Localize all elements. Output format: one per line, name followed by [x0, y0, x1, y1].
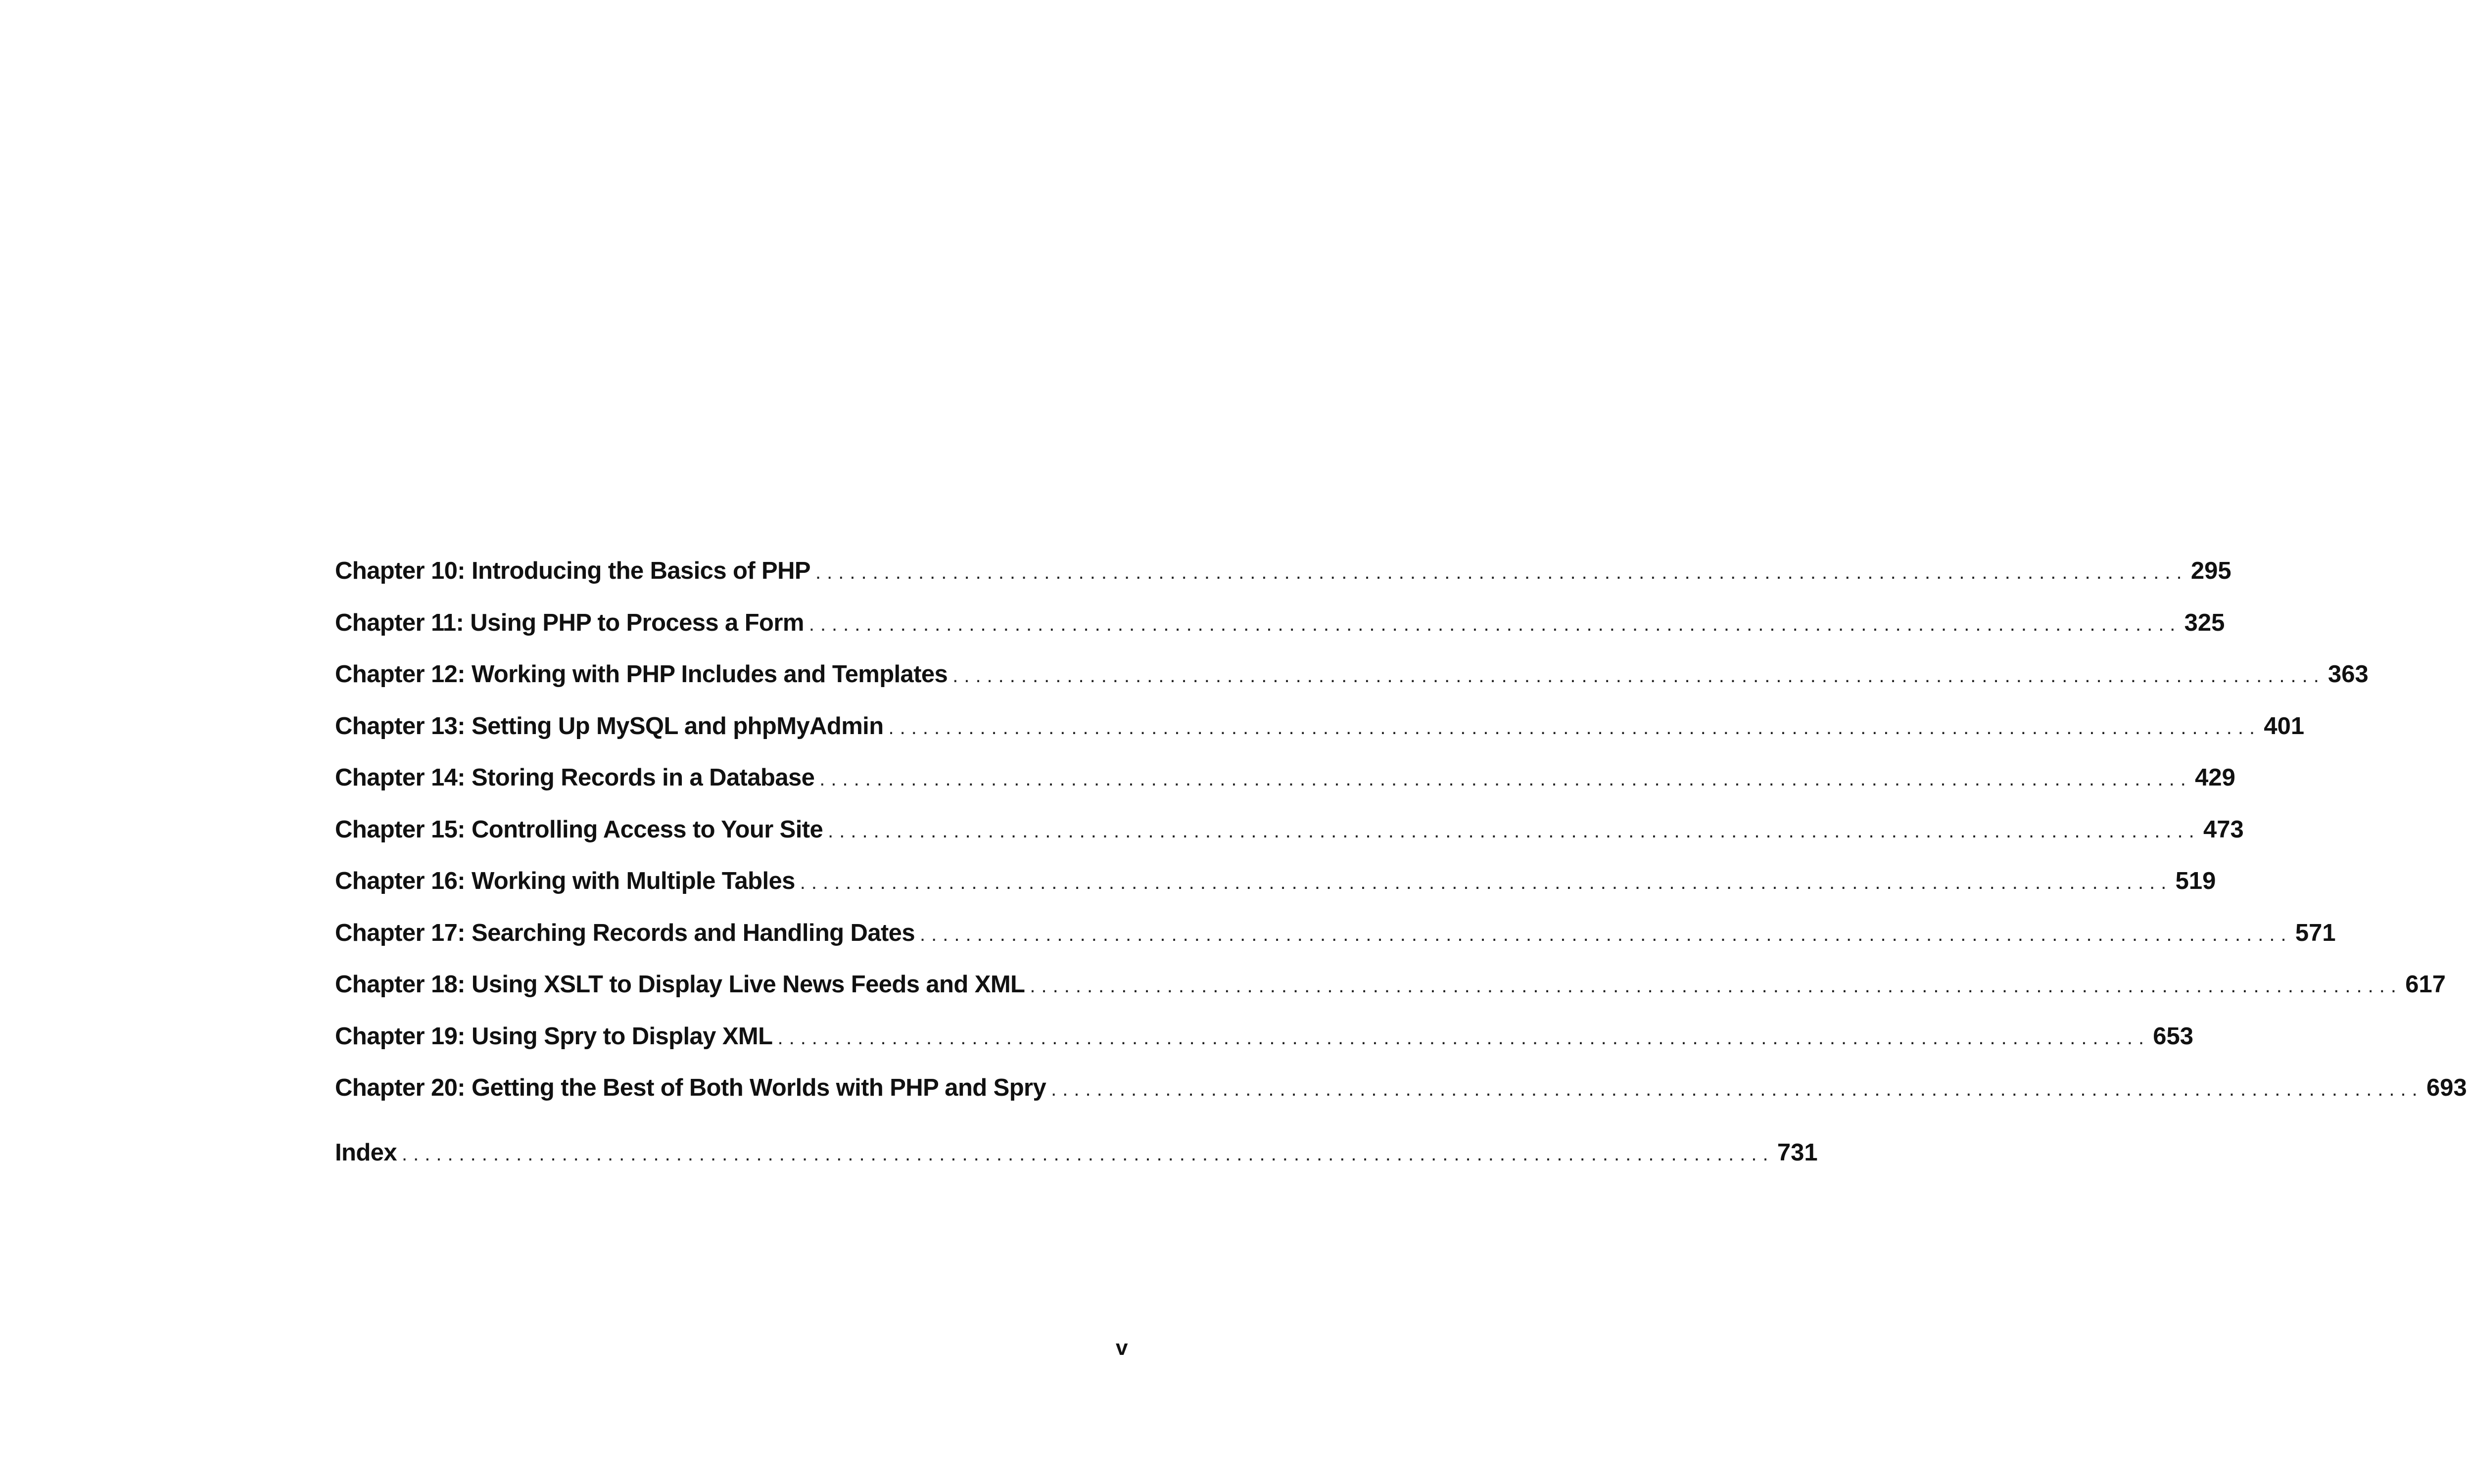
toc-entry-title: Chapter 19: Using Spry to Display XML	[335, 1022, 773, 1050]
toc-entry-page: 295	[2190, 557, 2231, 584]
toc-entry-title: Chapter 10: Introducing the Basics of PHP	[335, 557, 810, 584]
toc-entry-page: 363	[2328, 661, 2369, 688]
toc-entry-title: Chapter 17: Searching Records and Handling Dates	[335, 919, 915, 946]
dot-leader: ........................................................................................................................	[800, 872, 2173, 893]
toc-entry-title: Chapter 18: Using XSLT to Display Live News Feeds and XML	[335, 971, 1025, 998]
toc-entry-chapter-14[interactable]	[335, 764, 2235, 818]
toc-entry-page: 571	[2295, 919, 2336, 946]
dot-leader: ........................................................................................................................	[952, 665, 2325, 687]
dot-leader: ........................................................................................................................	[777, 1026, 2150, 1049]
toc-entry-title: Chapter 16: Working with Multiple Tables	[335, 868, 795, 894]
toc-entry-title: Index	[335, 1139, 397, 1166]
toc-entry-title: Chapter 14: Storing Records in a Database	[335, 764, 815, 791]
toc-entry-chapter-19[interactable]	[335, 1022, 2194, 1076]
toc-entry-title: Chapter 12: Working with PHP Includes and Templates	[335, 661, 948, 688]
dot-leader: ........................................................................................................................	[819, 768, 2192, 790]
toc-entry-title: Chapter 15: Controlling Access to Your Site	[335, 816, 823, 843]
toc-entry-chapter-10[interactable]	[335, 557, 2231, 611]
toc-entry-index[interactable]	[335, 1139, 1818, 1193]
toc-entry-page: 519	[2175, 868, 2216, 894]
dot-leader: ........................................................................................................................	[808, 613, 2182, 635]
toc-entry-chapter-16[interactable]	[335, 868, 2216, 921]
toc-entry-title: Chapter 20: Getting the Best of Both Worlds with PHP and Spry	[335, 1074, 1046, 1101]
toc-entry-page: 731	[1777, 1139, 1818, 1166]
dot-leader: ........................................................................................................................	[401, 1143, 1774, 1165]
toc-entry-title: Chapter 13: Setting Up MySQL and phpMyAdmin	[335, 712, 884, 740]
toc-entry-chapter-18[interactable]	[335, 971, 2446, 1024]
dot-leader: ........................................................................................................................	[828, 820, 2200, 842]
toc-entry-page: 473	[2203, 816, 2244, 843]
toc-entry-chapter-20[interactable]	[335, 1074, 2467, 1128]
dot-leader: ........................................................................................................................	[920, 923, 2292, 945]
dot-leader: ........................................................................................................................	[1051, 1078, 2423, 1100]
toc-entry-chapter-15[interactable]	[335, 816, 2244, 870]
dot-leader: ........................................................................................................................	[888, 716, 2261, 739]
toc-entry-page: 653	[2153, 1022, 2194, 1050]
toc-entry-page: 429	[2195, 764, 2235, 791]
toc-entry-chapter-17[interactable]	[335, 919, 2336, 973]
toc-entry-title: Chapter 11: Using PHP to Process a Form	[335, 609, 804, 636]
toc-entry-chapter-13[interactable]	[335, 712, 2305, 766]
toc-entry-chapter-11[interactable]	[335, 609, 2225, 663]
dot-leader: ........................................................................................................................	[1030, 975, 2402, 997]
toc-entry-page: 401	[2264, 712, 2305, 740]
toc-entry-page: 693	[2426, 1074, 2467, 1101]
page-number: v	[1116, 1336, 1128, 1360]
toc-entry-page: 325	[2184, 609, 2225, 636]
toc-entry-chapter-12[interactable]	[335, 661, 2369, 714]
dot-leader: ........................................................................................................................	[815, 561, 2188, 583]
toc-entry-page: 617	[2405, 971, 2446, 998]
table-of-contents	[335, 557, 2467, 1192]
